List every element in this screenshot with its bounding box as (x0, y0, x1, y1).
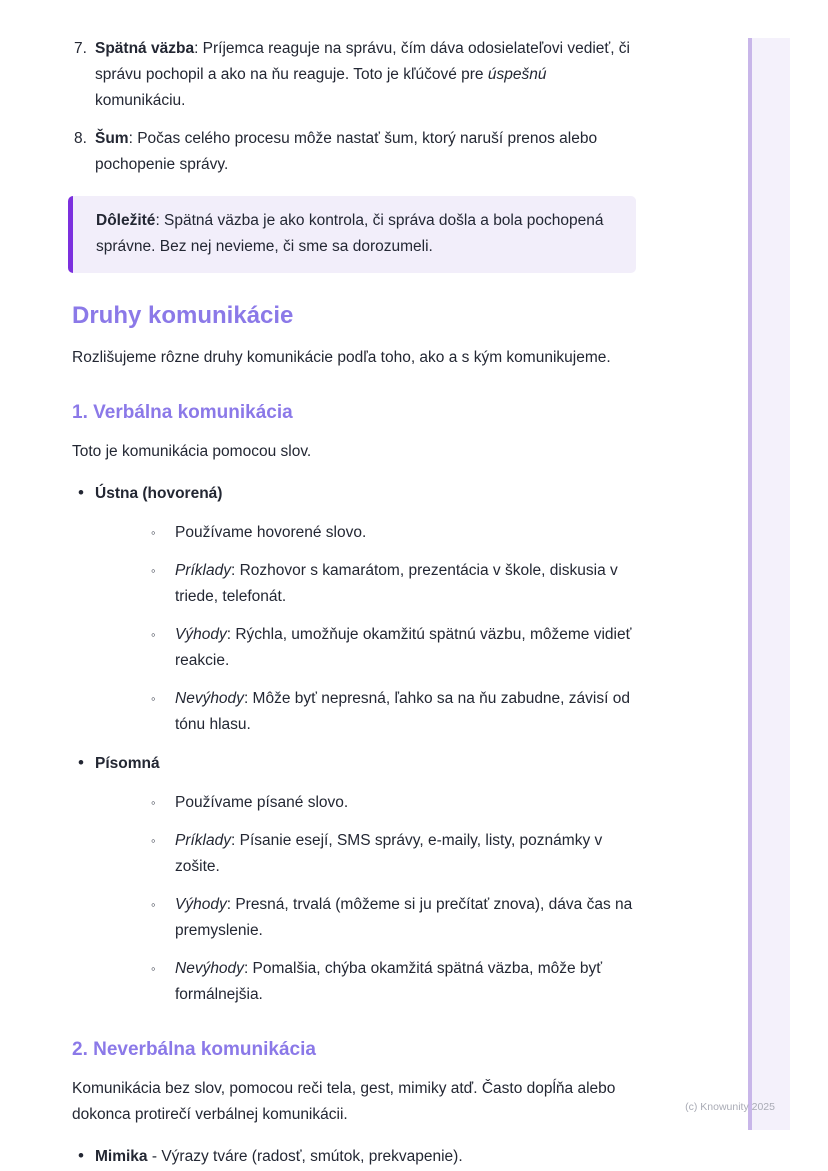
list-item-text: : Príjemca reaguje na správu, čím dáva odosielateľovi vedieť, či správu pochopil a ako na ňu reaguje. Toto je kľúčové pre (95, 40, 630, 83)
copyright-footer: (c) Knowunity 2025 (685, 1101, 775, 1113)
section-intro: Rozlišujeme rôzne druhy komunikácie podľa toho, ako a s kým komunikujeme. (72, 349, 611, 366)
list-item-italic: úspešnú (487, 66, 547, 83)
list-item (72, 751, 636, 1008)
sub-item-text: : Písanie esejí, SMS správy, e-maily, listy, poznámky v zošite. (175, 832, 603, 875)
nonverbal-lead: Komunikácia bez slov, pomocou reči tela, gest, mimiky atď. Často dopĺňa alebo dokonca protirečí verbálnej komunikácii. (72, 1080, 616, 1123)
subsection-verbal-heading: 1. Verbálna komunikácia (72, 402, 293, 423)
sub-item-italic: Príklady (175, 832, 231, 849)
bullet-term: Ústna (hovorená) (95, 485, 223, 502)
list-item (132, 892, 636, 944)
sub-item-text: : Môže byť nepresná, ľahko sa na ňu zabudne, závisí od tónu hlasu. (175, 690, 630, 733)
callout-term: Dôležité (96, 212, 156, 229)
subsection-nonverbal-heading: 2. Neverbálna komunikácia (72, 1039, 316, 1060)
process-numbered-list (72, 36, 636, 178)
list-item (72, 1144, 636, 1170)
bullet-icon (78, 1143, 84, 1169)
bullet-term: Mimika (95, 1148, 148, 1165)
callout-body: : Spätná väzba je ako kontrola, či správa došla a bola pochopená správne. Bez nej nevieme, či sme sa dorozumeli. (96, 212, 604, 255)
list-item (132, 622, 636, 674)
verbal-bullet-list (72, 481, 636, 1008)
list-item (132, 828, 636, 880)
list-item-term: Spätná väzba (95, 40, 195, 57)
list-item-number: 8. (74, 130, 87, 147)
callout-text (96, 208, 612, 260)
list-item (132, 520, 636, 546)
sub-item-text: : Pomalšia, chýba okamžitá spätná väzba, môže byť formálnejšia. (175, 960, 603, 1003)
list-item (72, 481, 636, 738)
section-heading: Druhy komunikácie (72, 302, 294, 329)
sub-item-italic: Príklady (175, 562, 231, 579)
circle-bullet-icon (151, 828, 156, 854)
list-item (132, 686, 636, 738)
circle-bullet-icon (151, 622, 156, 648)
list-item-number: 7. (74, 40, 87, 57)
circle-bullet-icon (151, 558, 156, 584)
important-callout (68, 196, 636, 273)
list-item (132, 790, 636, 816)
sub-item-text: Používame hovorené slovo. (175, 524, 367, 541)
sub-item-italic: Výhody (175, 626, 227, 643)
circle-bullet-icon (151, 892, 156, 918)
list-item-term: Šum (95, 130, 129, 147)
sub-item-italic: Výhody (175, 896, 227, 913)
list-item-8 (72, 126, 636, 178)
list-item-text: komunikáciu. (95, 92, 186, 109)
verbal-lead: Toto je komunikácia pomocou slov. (72, 443, 312, 460)
list-item-text: : Počas celého procesu môže nastať šum, ktorý naruší prenos alebo pochopenie správy. (95, 130, 598, 173)
nonverbal-bullet-list (72, 1144, 636, 1170)
list-item-7 (72, 36, 636, 114)
verbal-oral-sublist (132, 520, 636, 738)
bullet-icon (78, 480, 84, 506)
sub-item-text: : Presná, trvalá (môžeme si ju prečítať znova), dáva čas na premyslenie. (175, 896, 633, 939)
bullet-text: - Výrazy tváre (radosť, smútok, prekvapenie). (147, 1148, 463, 1165)
verbal-written-sublist (132, 790, 636, 1008)
next-page-edge-strip (748, 38, 790, 1130)
bullet-term: Písomná (95, 755, 160, 772)
sub-item-text: : Rýchla, umožňuje okamžitú spätnú väzbu, môžeme vidieť reakcie. (175, 626, 632, 669)
bullet-icon (78, 750, 84, 776)
circle-bullet-icon (151, 686, 156, 712)
sub-item-text: Používame písané slovo. (175, 794, 349, 811)
sub-item-italic: Nevýhody (175, 960, 244, 977)
sub-item-italic: Nevýhody (175, 690, 244, 707)
list-item (132, 956, 636, 1008)
circle-bullet-icon (151, 790, 156, 816)
list-item (132, 558, 636, 610)
circle-bullet-icon (151, 956, 156, 982)
sub-item-text: : Rozhovor s kamarátom, prezentácia v škole, diskusia v triede, telefonát. (175, 562, 618, 605)
circle-bullet-icon (151, 520, 156, 546)
